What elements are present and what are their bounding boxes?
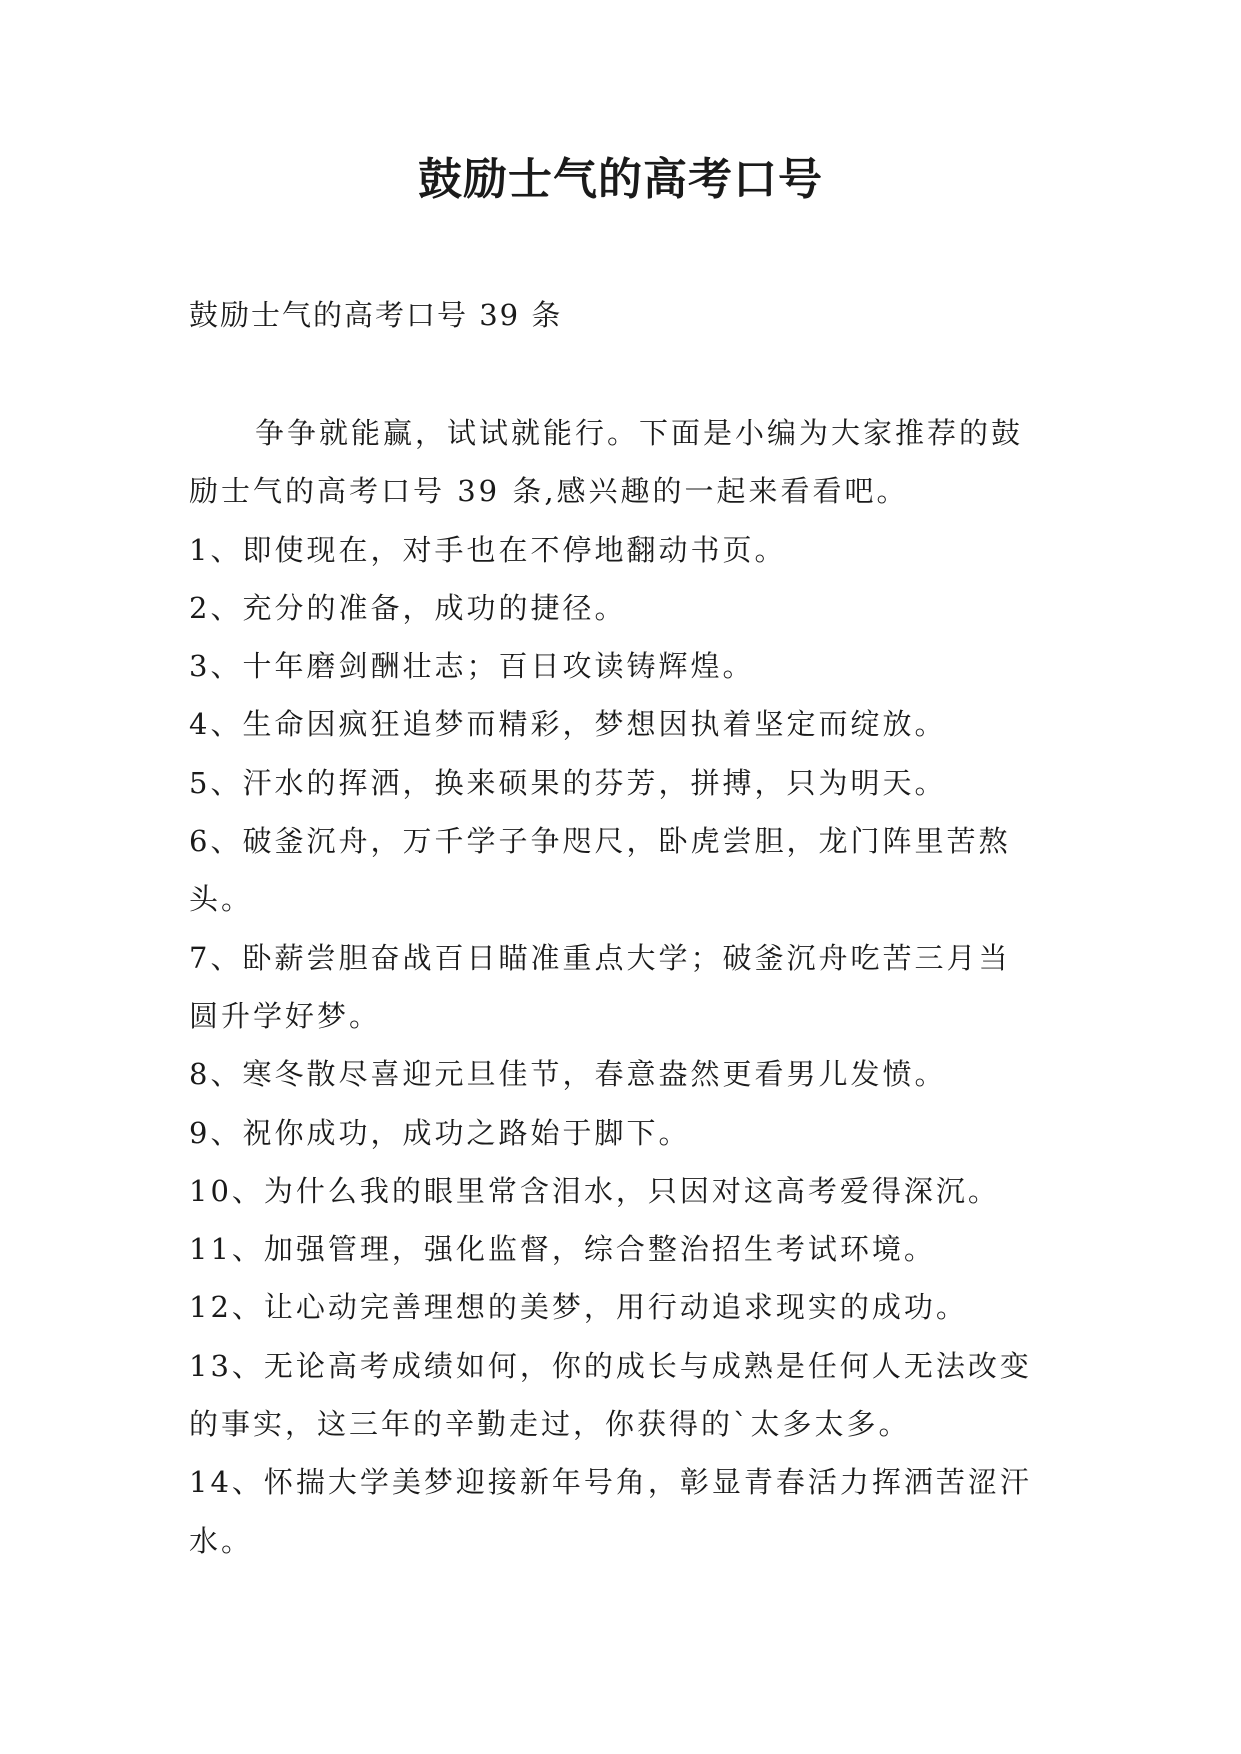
slogan-line: 圆升学好梦。 xyxy=(189,998,382,1033)
slogan-line: 5、汗水的挥洒，换来硕果的芬芳，拼搏，只为明天。 xyxy=(189,765,947,800)
intro-line: 争争就能赢，试试就能行。下面是小编为大家推荐的鼓 xyxy=(255,416,1024,450)
document-title: 鼓励士气的高考口号 xyxy=(418,154,823,205)
slogan-line: 4、生命因疯狂追梦而精彩，梦想因执着坚定而绽放。 xyxy=(189,707,947,742)
document-subtitle: 鼓励士气的高考口号 39 条 xyxy=(189,298,563,332)
slogan-line: 的事实，这三年的辛勤走过，你获得的`太多太多。 xyxy=(189,1407,911,1442)
slogan-line: 11、加强管理，强化监督，综合整治招生考试环境。 xyxy=(189,1232,936,1267)
slogan-line: 6、破釜沉舟，万千学子争咫尺，卧虎尝胆，龙门阵里苦熬 xyxy=(189,824,1011,859)
slogan-line: 8、寒冬散尽喜迎元旦佳节，春意盎然更看男儿发愤。 xyxy=(189,1057,947,1092)
slogan-line: 头。 xyxy=(189,882,254,917)
slogan-line: 9、祝你成功，成功之路始于脚下。 xyxy=(189,1115,691,1150)
document-body xyxy=(189,404,1059,1570)
slogan-line: 14、怀揣大学美梦迎接新年号角，彰显青春活力挥洒苦涩汗 xyxy=(189,1465,1032,1500)
slogan-line: 3、十年磨剑酬壮志；百日攻读铸辉煌。 xyxy=(189,649,755,684)
slogan-line: 13、无论高考成绩如何，你的成长与成熟是任何人无法改变 xyxy=(189,1348,1032,1383)
slogan-line: 水。 xyxy=(189,1523,254,1558)
slogan-line: 12、让心动完善理想的美梦，用行动追求现实的成功。 xyxy=(189,1290,968,1325)
slogan-line: 1、即使现在，对手也在不停地翻动书页。 xyxy=(189,532,787,567)
slogan-line: 2、充分的准备，成功的捷径。 xyxy=(189,590,627,625)
slogan-line: 10、为什么我的眼里常含泪水，只因对这高考爱得深沉。 xyxy=(189,1173,1000,1208)
slogan-line: 7、卧薪尝胆奋战百日瞄准重点大学；破釜沉舟吃苦三月当 xyxy=(189,940,1011,975)
intro-line: 励士气的高考口号 39 条,感兴趣的一起来看看吧。 xyxy=(189,474,909,509)
